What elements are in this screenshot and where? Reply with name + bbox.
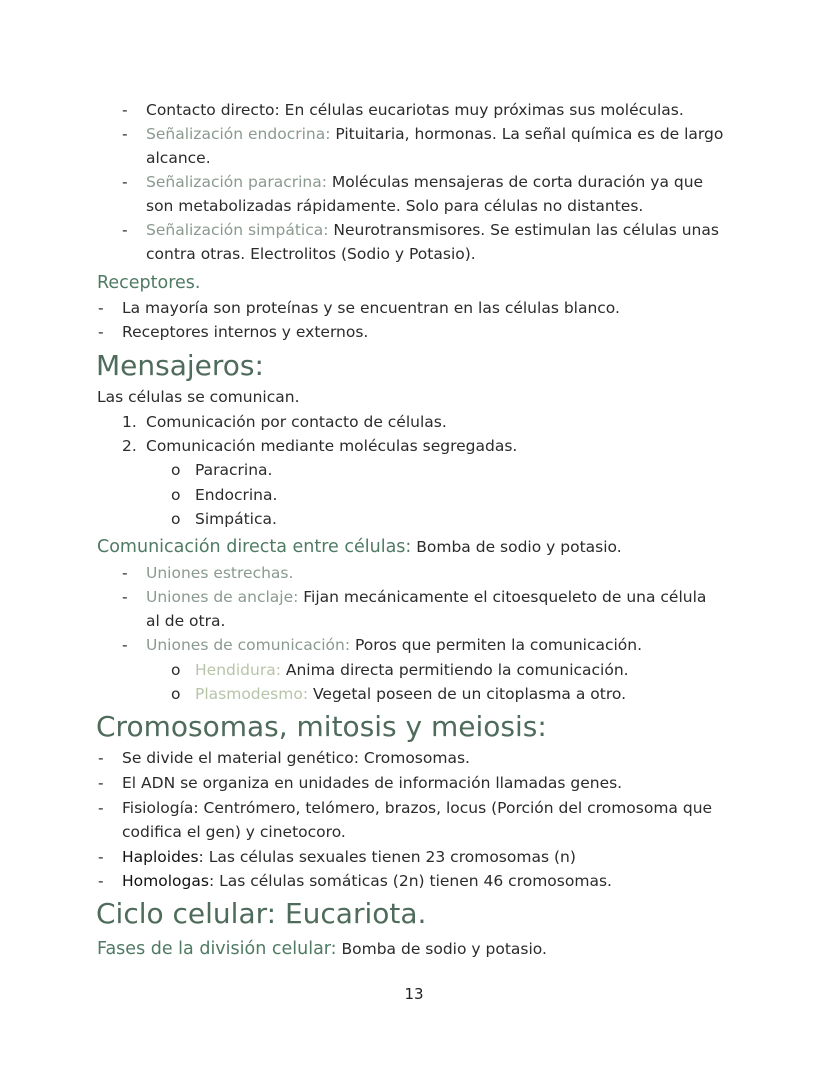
list-item: Receptores internos y externos.	[122, 323, 369, 341]
heading-cromosomas: Cromosomas, mitosis y meiosis:	[96, 710, 547, 743]
heading-fases-division	[97, 937, 547, 961]
page-number: 13	[404, 985, 424, 1003]
dash-bullet: -	[122, 588, 128, 606]
circle-bullet: o	[171, 510, 181, 528]
term-text: Poros que permiten la comunicación.	[350, 636, 643, 654]
bullet-continuation: alcance.	[146, 149, 211, 167]
heading-ciclo-celular: Ciclo celular: Eucariota.	[96, 897, 427, 930]
term-label: Señalización endocrina:	[146, 125, 331, 143]
list-number: 1.	[122, 413, 137, 431]
term-text: : Las células somáticas (2n) tienen 46 cromosomas.	[208, 872, 612, 890]
bullet-continuation: codifica el gen) y cinetocoro.	[122, 823, 346, 841]
dash-bullet: -	[122, 564, 128, 582]
term-text: Vegetal poseen de un citoplasma a otro.	[308, 685, 627, 703]
sub-list-item: Paracrina.	[195, 461, 273, 479]
dash-bullet: -	[98, 848, 104, 866]
heading-receptores: Receptores.	[97, 273, 201, 293]
list-item-homologas	[122, 869, 612, 893]
sub-bullet-hendidura	[195, 658, 629, 682]
bullet-uniones-comunicacion	[146, 633, 642, 657]
term-label: Uniones estrechas.	[146, 564, 294, 582]
list-item: Fisiología: Centrómero, telómero, brazos, locus (Porción del cromosoma que	[122, 799, 713, 817]
term-label: Plasmodesmo:	[195, 685, 309, 703]
heading-mensajeros: Mensajeros:	[96, 349, 264, 382]
bullet-contacto-directo: Contacto directo: En células eucariotas muy próximas sus moléculas.	[146, 101, 684, 119]
term-label: Hendidura:	[195, 661, 281, 679]
dash-bullet: -	[122, 636, 128, 654]
dash-bullet: -	[98, 299, 104, 317]
sub-list-item: Simpática.	[195, 510, 277, 528]
term-label: Uniones de comunicación:	[146, 636, 351, 654]
term-label: Uniones de anclaje:	[146, 588, 299, 606]
bullet-simpatica	[146, 218, 719, 242]
dash-bullet: -	[122, 101, 128, 119]
term-text: : Las células sexuales tienen 23 cromosomas (n)	[198, 848, 576, 866]
term-label: Haploides	[122, 848, 199, 866]
dash-bullet: -	[98, 774, 104, 792]
heading-text: Bomba de sodio y potasio.	[336, 940, 547, 958]
term-text: Moléculas mensajeras de corta duración ya que	[326, 173, 704, 191]
dash-bullet: -	[98, 799, 104, 817]
dash-bullet: -	[98, 749, 104, 767]
bullet-endocrina	[146, 122, 723, 146]
term-label: Homologas	[122, 872, 209, 890]
heading-comunicacion-directa	[97, 535, 622, 559]
sub-bullet-plasmodesmo	[195, 682, 626, 706]
bullet-continuation: al de otra.	[146, 612, 226, 630]
circle-bullet: o	[171, 486, 181, 504]
list-item: Se divide el material genético: Cromosomas.	[122, 749, 470, 767]
list-number: 2.	[122, 437, 137, 455]
term-text: Pituitaria, hormonas. La señal química es de largo	[330, 125, 724, 143]
bullet-continuation: contra otras. Electrolitos (Sodio y Potasio).	[146, 245, 476, 263]
list-item: Comunicación mediante moléculas segregadas.	[146, 437, 518, 455]
heading-text: Bomba de sodio y potasio.	[411, 538, 622, 556]
circle-bullet: o	[171, 461, 181, 479]
paragraph: Las células se comunican.	[97, 388, 300, 406]
list-item: La mayoría son proteínas y se encuentran en las células blanco.	[122, 299, 620, 317]
dash-bullet: -	[122, 221, 128, 239]
bullet-paracrina	[146, 170, 703, 194]
circle-bullet: o	[171, 685, 181, 703]
circle-bullet: o	[171, 661, 181, 679]
term-label: Señalización paracrina:	[146, 173, 327, 191]
list-item: El ADN se organiza en unidades de información llamadas genes.	[122, 774, 623, 792]
dash-bullet: -	[122, 125, 128, 143]
term-label: Señalización simpática:	[146, 221, 329, 239]
bullet-uniones-anclaje	[146, 585, 706, 609]
term-text: Neurotransmisores. Se estimulan las células unas	[328, 221, 719, 239]
heading-label: Fases de la división celular:	[97, 939, 337, 959]
term-text: Fijan mecánicamente el citoesqueleto de una célula	[298, 588, 707, 606]
sub-list-item: Endocrina.	[195, 486, 278, 504]
dash-bullet: -	[122, 173, 128, 191]
dash-bullet: -	[98, 323, 104, 341]
bullet-continuation: son metabolizadas rápidamente. Solo para células no distantes.	[146, 197, 644, 215]
dash-bullet: -	[98, 872, 104, 890]
term-text: Anima directa permitiendo la comunicación.	[280, 661, 629, 679]
heading-label: Comunicación directa entre células:	[97, 537, 412, 557]
list-item-haploides	[122, 845, 576, 869]
list-item: Comunicación por contacto de células.	[146, 413, 447, 431]
